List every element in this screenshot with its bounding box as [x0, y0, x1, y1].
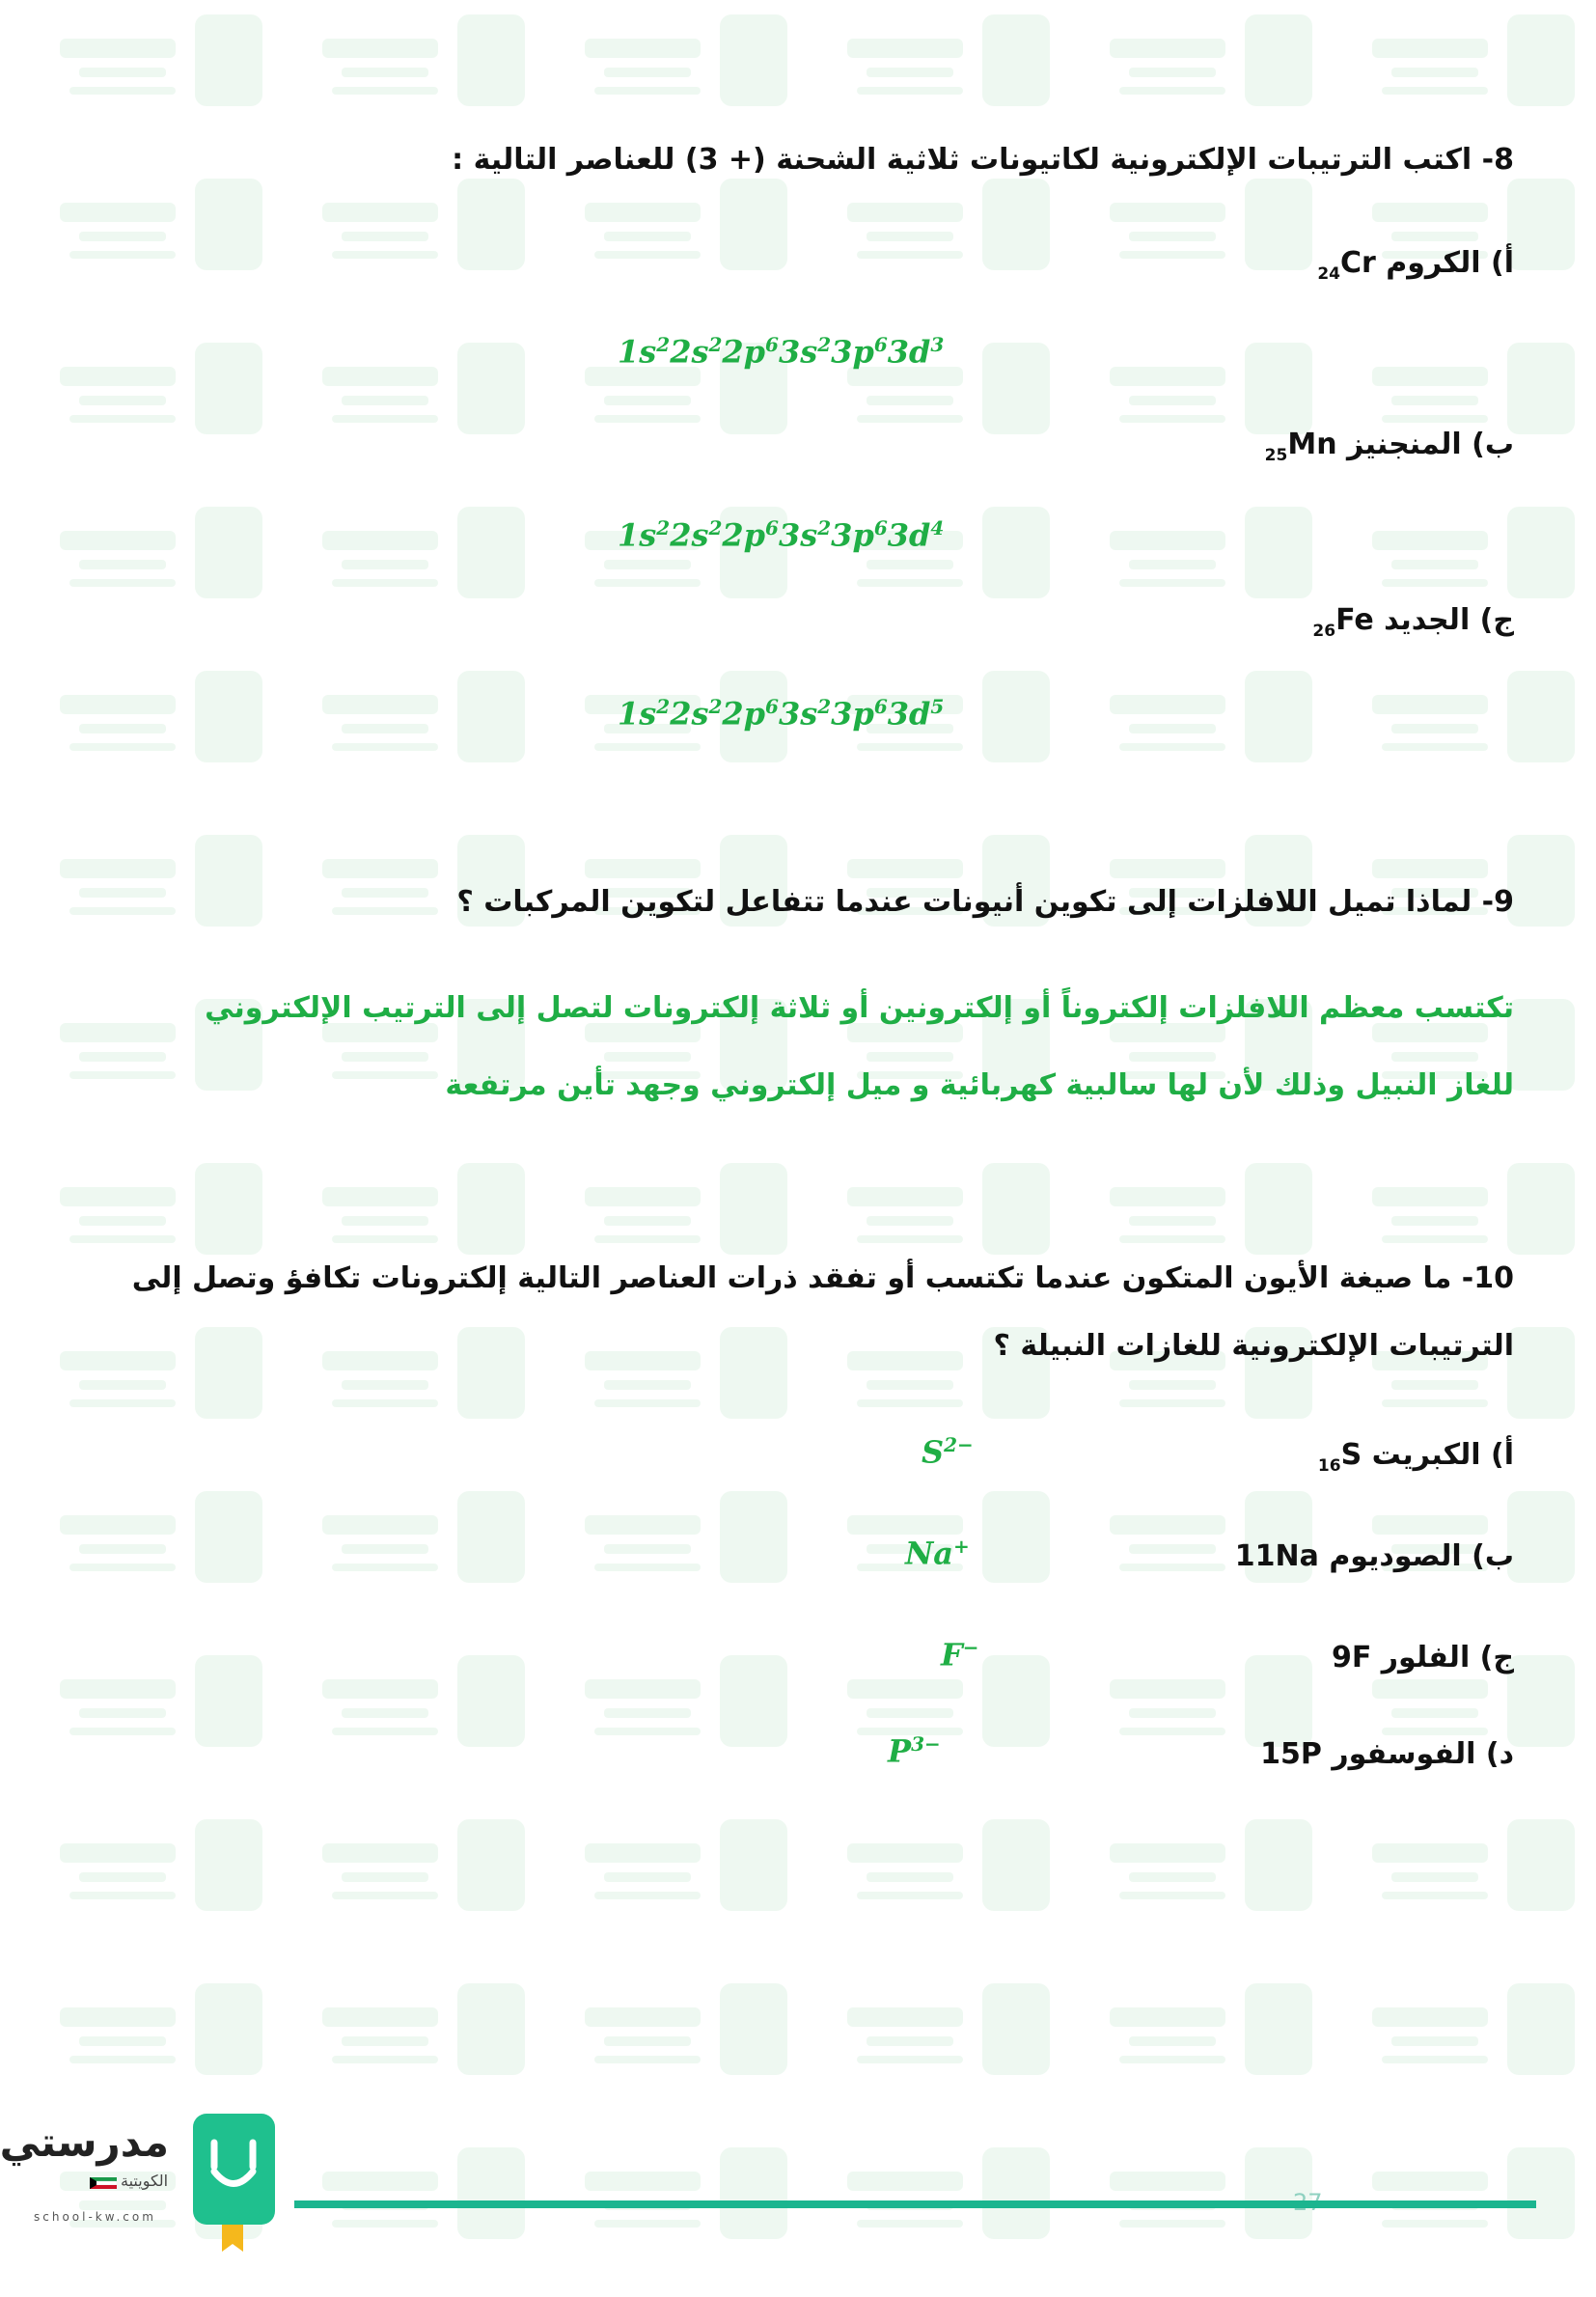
watermark-tile	[1071, 1805, 1334, 1969]
watermark-tile	[21, 0, 284, 164]
watermark-tile	[21, 1477, 284, 1641]
watermark-tile	[21, 328, 284, 492]
atomic-number: 25	[1264, 446, 1288, 465]
watermark-tile	[21, 1969, 284, 2133]
watermark-tile	[1334, 1969, 1596, 2133]
element-symbol: Na	[1275, 1539, 1319, 1573]
element-symbol: Fe	[1335, 603, 1374, 637]
q8-item-c	[1312, 603, 1514, 641]
item-prefix: ب) المنجنيز	[1336, 428, 1514, 461]
watermark-tile	[809, 1969, 1071, 2133]
watermark-tile	[809, 164, 1071, 328]
watermark-tile	[1071, 164, 1334, 328]
watermark-tile	[546, 1805, 809, 1969]
watermark-tile	[546, 2133, 809, 2297]
watermark-tile	[284, 1969, 546, 2133]
question-9-title: 9- لماذا تميل اللافلزات إلى تكوين أنيونات عندما تتفاعل لتكوين المركبات ؟	[456, 885, 1514, 919]
q10-item-a	[1318, 1438, 1514, 1476]
watermark-tile	[1334, 656, 1596, 820]
question-8-title: 8- اكتب الترتيبات الإلكترونية لكاتيونات ثلاثية الشحنة (+ 3) للعناصر التالية :	[452, 143, 1514, 177]
watermark-tile	[546, 1477, 809, 1641]
watermark-tile	[1334, 328, 1596, 492]
watermark-tile	[284, 1805, 546, 1969]
footer-divider	[294, 2200, 1536, 2208]
q10-ion-c: F−	[941, 1636, 979, 1674]
school-logo	[0, 2114, 275, 2254]
watermark-tile	[21, 492, 284, 656]
q8-item-a	[1317, 246, 1514, 284]
element-symbol: Cr	[1340, 246, 1376, 280]
watermark-tile	[284, 1641, 546, 1805]
item-prefix: د) الفوسفور	[1321, 1737, 1514, 1771]
logo-text: مدرستي	[0, 2118, 169, 2166]
atomic-number: 9	[1331, 1641, 1352, 1674]
watermark-tile	[284, 328, 546, 492]
watermark-tile	[1071, 1641, 1334, 1805]
watermark-tile	[21, 164, 284, 328]
item-prefix: أ) الكبريت	[1362, 1438, 1514, 1472]
q8-answer-b: $1s^22s^22p^63s^23p^63d^4$	[618, 516, 945, 554]
watermark-tile	[21, 820, 284, 984]
watermark-tile	[284, 164, 546, 328]
item-prefix: ج) الجديد	[1373, 603, 1514, 637]
watermark-tile	[1334, 1805, 1596, 1969]
atomic-number: 15	[1260, 1737, 1301, 1771]
watermark-tile	[809, 656, 1071, 820]
element-symbol: P	[1300, 1737, 1322, 1771]
book-logo-icon	[193, 2114, 275, 2254]
watermark-tile	[1071, 492, 1334, 656]
watermark-tile	[284, 656, 546, 820]
q8-answer-c: $1s^22s^22p^63s^23p^63d^5$	[618, 695, 945, 733]
watermark-tile	[809, 0, 1071, 164]
kuwait-flag-icon	[90, 2177, 117, 2189]
element-symbol: Mn	[1287, 428, 1337, 461]
element-symbol: S	[1340, 1438, 1362, 1472]
logo-subtitle: الكويتية	[121, 2172, 169, 2190]
watermark-tile	[546, 656, 809, 820]
q8-answer-a: $1s^22s^22p^63s^23p^63d^3$	[618, 333, 945, 371]
item-prefix: أ) الكروم	[1375, 246, 1514, 280]
watermark-tile	[1071, 656, 1334, 820]
atomic-number: 26	[1312, 622, 1336, 641]
watermark-tile	[284, 492, 546, 656]
q10-ion-d: $P^{3-}$	[888, 1732, 941, 1770]
watermark-tile	[21, 656, 284, 820]
watermark-tile	[809, 1805, 1071, 1969]
item-prefix: ب) الصوديوم	[1318, 1539, 1514, 1573]
watermark-tile	[21, 1641, 284, 1805]
q10-ion-b: Na+	[905, 1535, 970, 1572]
watermark-tile	[284, 0, 546, 164]
question-10-title: 10- ما صيغة الأيون المتكون عندما تكتسب أو تفقد ذرات العناصر التالية إلكترونات تكافؤ وتصل إلى الترتيبات الإلكترونية للغازات النبيلة ؟	[131, 1261, 1514, 1363]
q10-item-d	[1260, 1737, 1514, 1771]
watermark-tile	[21, 1805, 284, 1969]
watermark-tile	[546, 164, 809, 328]
q10-ion-a: $S^{2-}$	[922, 1433, 974, 1471]
q10-item-c	[1332, 1641, 1514, 1674]
atomic-number: 11	[1234, 1539, 1276, 1573]
watermark-tile	[546, 1969, 809, 2133]
watermark-tile	[284, 2133, 546, 2297]
watermark-tile	[284, 1477, 546, 1641]
watermark-tile	[1071, 1969, 1334, 2133]
element-symbol: F	[1351, 1641, 1372, 1674]
watermark-tile	[809, 2133, 1071, 2297]
watermark-tile	[1334, 2133, 1596, 2297]
item-prefix: ج) الفلور	[1371, 1641, 1514, 1674]
q10-item-b	[1235, 1539, 1514, 1573]
logo-url: school-kw.com	[34, 2210, 156, 2224]
atomic-number: 24	[1317, 264, 1340, 284]
q9-answer: تكتسب معظم اللافلزات إلكتروناً أو إلكترونين أو ثلاثة إلكترونات لتصل إلى الترتيب الإلكتروني للغاز النبيل وذلك لأن لها سالبية كهربائية و ميل إلكتروني وجهد تأين مرتفعة	[205, 991, 1514, 1102]
watermark-tile	[1071, 0, 1334, 164]
watermark-tile	[546, 1641, 809, 1805]
watermark-tile	[546, 0, 809, 164]
watermark-tile	[1071, 328, 1337, 492]
atomic-number: 16	[1317, 1456, 1341, 1476]
q8-item-b	[1265, 428, 1514, 465]
watermark-tile	[809, 1641, 1071, 1805]
watermark-tile	[1334, 0, 1596, 164]
